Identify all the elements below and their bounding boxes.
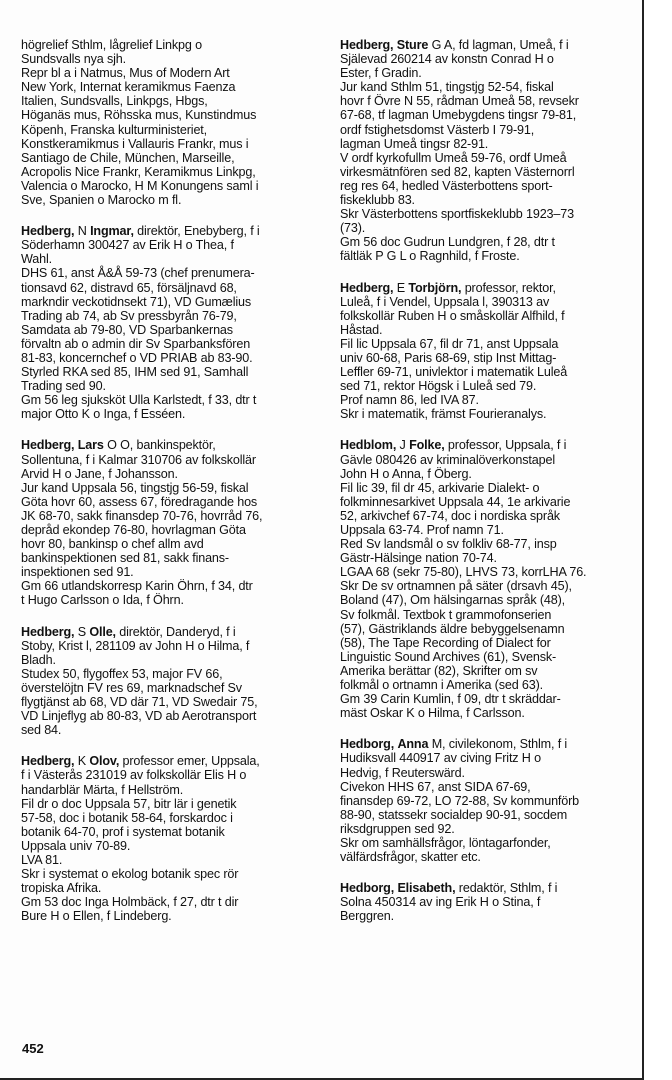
lead-text: direktör, Enebyberg, f i Söderhamn 300427 av Erik H o Thea, f Wahl. [21, 224, 260, 267]
paragraph: högrelief Sthlm, lågrelief Linkpg o Sundsvalls nya sjh. [21, 38, 202, 67]
paragraph: Gm 53 doc Inga Holmbäck, f 27, dtr t dir Bure H o Ellen, f Lindeberg. [21, 895, 239, 924]
paragraph: V ordf kyrkofullm Umeå 59-76, ordf Umeå virkesmätnfören sed 82, kapten Västernorrl reg res 64, hedled Västerbottens sport- fiskeklubb 83. [340, 150, 575, 208]
given-name: Anna [397, 737, 429, 752]
given-name: Sture [396, 38, 429, 52]
lead-text: M, civilekonom, Sthlm, f i Hudiksvall 440917 av civing Fritz H o Hedvig, f Reuterswärd. [340, 737, 568, 780]
entry-hedborg-anna [340, 737, 638, 864]
paragraph: Repr bl a i Natmus, Mus of Modern Art New York, Internat keramikmus Faenza Italien, Sundsvalls, Linkpgs, Hbgs, Höganäs mus, Röhsska mus, Kunstindmus Köpenh, Franska kulturministeriet, Konstkeramikmus i Vallauris Frankr, mus i Santiago de Chile, München, Marseille, Acropolis Nice Frankr, Keramikmus Linkpg, Valencia o Marocko, H M Konungens saml i Sve, Spanien o Marocko m fl. [21, 66, 259, 208]
paragraph: Fil dr o doc Uppsala 57, bitr lär i genetik 57-58, doc i botanik 58-64, forskardoc i botanik 64-70, prof i systemat botanik Uppsala univ 70-89. [21, 796, 237, 853]
entry-continuation [21, 38, 319, 207]
paragraph: DHS 61, anst Å&Å 59-73 (chef prenumera- tionsavd 62, distravd 65, försäljnavd 68, markndir veckotidnsekt 71), VD Gumælius Trading ab 74, ab Sv pressbyrån 76-79, Samdata ab 79-80, VD Sparbankernas förvaltn ab o admin dir Sv Sparbanksfören 81-83, koncernchef o VD PRIAB ab 83-90. Styrled RKA sed 85, IHM sed 91, Samhall Trading sed 90. [21, 266, 255, 394]
lead-text: professor, rektor, Luleå, f i Vendel, Uppsala l, 390313 av folkskollär Ruben H o småskollär Alfhild, f Håstad. [340, 280, 565, 337]
surname: Hedberg, [21, 624, 75, 639]
given-name: Olov, [89, 754, 120, 769]
paragraph: Prof namn 86, led IVA 87. [340, 393, 479, 408]
given-name: Elisabeth, [397, 881, 456, 896]
entry-lead [340, 881, 638, 923]
entry-lead [21, 754, 319, 796]
surname: Hedberg, [340, 38, 394, 52]
paragraph: Skr Västerbottens sportfiskeklubb 1923–73 (73). [340, 207, 574, 236]
initials: S [77, 624, 86, 639]
surname: Hedberg, [340, 280, 394, 295]
entry-lead [340, 737, 638, 779]
surname: Hedblom, [340, 438, 397, 453]
entry-hedborg-elisabeth [340, 881, 638, 923]
lead-text: direktör, Danderyd, f i Stoby, Krist l, 281109 av John H o Hilma, f Bladh. [21, 624, 250, 667]
entry-lead [340, 38, 638, 80]
entry-hedberg-lars [21, 438, 319, 607]
given-name: Ingmar, [90, 224, 134, 239]
entry-hedberg-torbjorn [340, 281, 638, 422]
paragraph: Gm 66 utlandskorresp Karin Öhrn, f 34, dtr t Hugo Carlsson o Ida, f Öhrn. [21, 579, 253, 608]
paragraph: LVA 81. [21, 852, 63, 867]
right-column [340, 38, 638, 940]
surname: Hedberg, [21, 224, 75, 239]
surname: Hedborg, [340, 737, 395, 752]
left-column [21, 38, 319, 940]
entry-lead [340, 281, 638, 337]
entry-lead [21, 625, 319, 667]
entry-hedberg-olle [21, 625, 319, 738]
paragraph: Jur kand Uppsala 56, tingstjg 56-59, fiskal Göta hovr 60, assess 67, föredragande hos JK 68-70, sakk finansdep 70-76, hovrråd 76, depråd ekondep 76-80, hovrlagman Göta hovr 80, bankinsp o chef allm avd bankinspektionen sed 81, sakk finans- inspektionen sed 91. [21, 480, 263, 580]
given-name: Lars [77, 438, 104, 453]
lead-text: redaktör, Sthlm, f i Solna 450314 av ing Erik H o Stina, f Berggren. [340, 881, 558, 924]
lead-text: O O, bankinspektör, Sollentuna, f i Kalmar 310706 av folkskollär Arvid H o Jane, f Johansson. [21, 438, 256, 481]
lead-text: G A, fd lagman, Umeå, f i Själevad 260214 av konstn Conrad H o Ester, f Gradin. [340, 38, 569, 81]
paragraph: Gm 56 leg sjuksköt Ulla Karlstedt, f 33, dtr t major Otto K o Inga, f Esséen. [21, 393, 257, 422]
paragraph: Fil lic Uppsala 67, fil dr 71, anst Uppsala univ 60-68, Paris 68-69, stip Inst Mittag- Leffler 69-71, univlektor i matematik Luleå sed 71, rektor Högsk i Luleå sed 79. [340, 336, 568, 394]
given-name: Olle, [89, 624, 116, 639]
initials: N [77, 224, 87, 239]
paragraph: Skr om samhällsfrågor, löntagarfonder, välfärdsfrågor, skatter etc. [340, 835, 551, 865]
paragraph: Jur kand Sthlm 51, tingstjg 52-54, fiskal hovr f Övre N 55, rådman Umeå 58, revsekr 67-68, tf lagman Umebygdens tingsr 79-81, ordf fstighetsdomst Västerb I 79-91, lagman Umeå tingsr 82-91. [340, 80, 579, 151]
paragraph: LGAA 68 (sekr 75-80), LHVS 73, korrLHA 76. Skr De sv ortnamnen på säter (drsavh 45), Boland (47), Om hälsingarnas språk (48), Sv folkmål. Textbok t grammofonserien (57), Gästriklands äldre bebyggelsenamn (58), The Tape Recording of Dialect for Linguistic Sound Archives (61), Svensk- Amerika berättar (82), Skrifter om sv folkmål o ortnamn i Amerika (sed 63). [340, 565, 587, 693]
entry-lead [21, 438, 319, 480]
surname: Hedberg, [21, 754, 75, 769]
paragraph: Red Sv landsmål o sv folkliv 68-77, insp Gästr-Hälsinge nation 70-74. [340, 537, 557, 566]
paragraph: Civekon HHS 67, anst SIDA 67-69, finansdep 69-72, LO 72-88, Sv kommunförb 88-90, statssekr socialdep 90-91, socdem riksdgruppen sed 92. [340, 779, 580, 836]
initials: J [399, 438, 406, 453]
paragraph: Gm 39 Carin Kumlin, f 09, dtr t skräddar- mäst Oskar K o Hilma, f Carlsson. [340, 692, 561, 721]
surname: Hedborg, [340, 881, 395, 896]
initials: K [77, 754, 86, 769]
entry-lead [340, 438, 638, 480]
entry-hedberg-ingmar [21, 224, 319, 421]
page-number: 452 [22, 1041, 44, 1056]
given-name: Folke, [409, 438, 445, 453]
entry-hedblom-folke [340, 438, 638, 720]
lead-text: professor emer, Uppsala, f i Västerås 231019 av folkskollär Elis H o handarblär Märta, f Hellström. [21, 754, 260, 797]
given-name: Torbjörn, [408, 280, 462, 295]
entry-hedberg-olov [21, 754, 319, 923]
entry-lead [21, 224, 319, 266]
entry-hedberg-sture [340, 38, 638, 264]
paragraph: Studex 50, flygoffex 53, major FV 66, överstelöjtn FV res 69, marknadschef Sv flygtjänst ab 68, VD där 71, VD Swedair 75, VD Linjeflyg ab 80-83, VD ab Aerotransport sed 84. [21, 666, 258, 738]
paragraph: Gm 56 doc Gudrun Lundgren, f 28, dtr t fältläk P G L o Ragnhild, f Froste. [340, 235, 555, 264]
initials: E [396, 280, 405, 295]
surname: Hedberg, [21, 438, 75, 453]
paragraph: Skr i systemat o ekolog botanik spec rör tropiska Afrika. [21, 867, 239, 896]
paragraph: Fil lic 39, fil dr 45, arkivarie Dialekt- o folkminnesarkivet Uppsala 44, 1e arkivarie 52, arkivchef 67-74, doc i nordiska språk Uppsala 63-74. Prof namn 71. [340, 480, 571, 537]
paragraph: Skr i matematik, främst Fourieranalys. [340, 407, 547, 422]
lead-text: professor, Uppsala, f i Gävle 080426 av kriminalöverkonstapel John H o Anna, f Öberg. [340, 438, 567, 481]
